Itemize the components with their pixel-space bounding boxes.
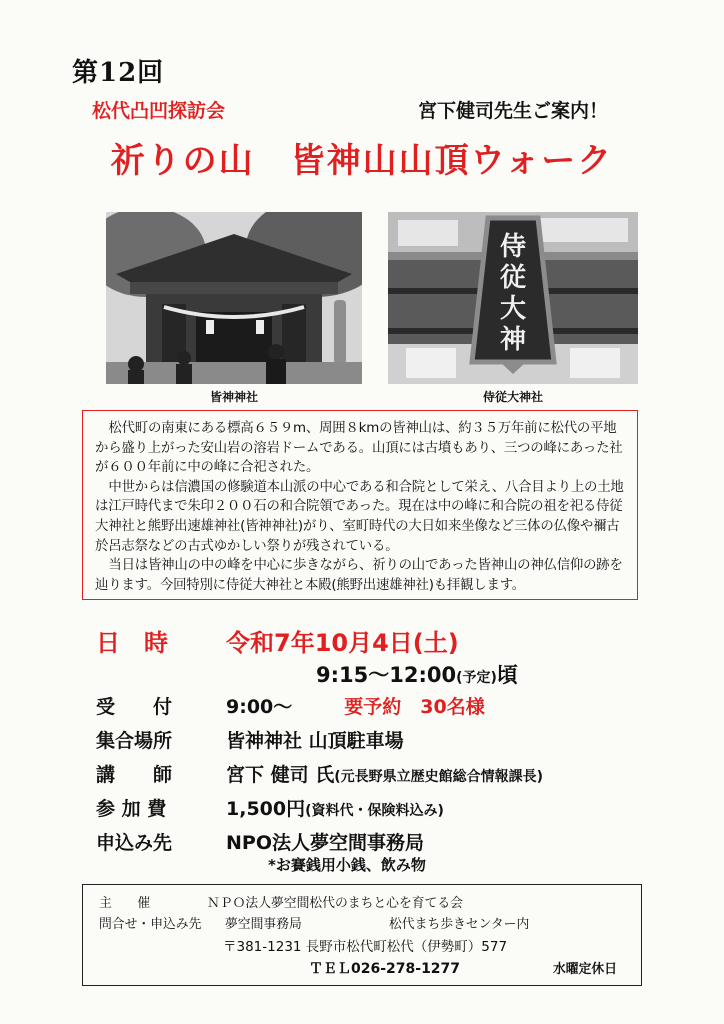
time-range: 9:15～12:00 xyxy=(316,663,457,687)
plaque-lettering: 侍従大神 xyxy=(499,232,526,355)
event-time xyxy=(316,659,518,689)
meeting-row xyxy=(96,726,404,753)
page-title: 祈りの山 皆神山山頂ウォーク xyxy=(110,141,614,181)
time-note: (予定) xyxy=(456,670,497,686)
shrine-illustration xyxy=(106,212,362,384)
fee-note: (資料代・保険料込み) xyxy=(305,803,444,819)
apply-label: 申込み先 xyxy=(96,832,173,854)
apply-contact: NPO法人夢空間事務局 xyxy=(226,832,424,854)
host-name: ＮＰＯ法人夢空間松代のまちと心を育てる会 xyxy=(207,896,463,911)
reception-time: 9:00～ xyxy=(226,696,293,718)
series-name: 松代凸凹探訪会 xyxy=(92,100,226,122)
reception-row xyxy=(96,692,485,719)
reservation-note: 要予約 30名様 xyxy=(344,696,485,718)
fee-label: 参 加 費 xyxy=(96,798,167,820)
shrine-photo-caption: 皆神神社 xyxy=(209,390,258,404)
description-paragraph: 中世からは信濃国の修験道本山派の中心である和合院として栄え、八合目より上の土地は江戸時代まで朱印２００石の和合院領であった。現在は中の峰に和合院の祖を祀る侍従大神社と熊野出速雄神社(皆神神社)がり、室町時代の大日如来坐像など三体の仏像や禰古於呂志祭などの古式ゆかしい祭りが残されている。 xyxy=(95,479,624,554)
lecturer-row xyxy=(96,760,543,787)
plaque-photo xyxy=(388,212,638,384)
address: 〒381-1231 長野市松代町松代（伊勢町）577 xyxy=(223,939,508,955)
fee-amount: 1,500円 xyxy=(226,798,306,820)
contact-center: 松代まち歩きセンター内 xyxy=(389,917,530,932)
date-row xyxy=(96,623,459,658)
fee-row xyxy=(96,794,444,821)
description-box xyxy=(82,410,638,600)
issue-number: 第12回 xyxy=(72,58,165,88)
organizer-box xyxy=(82,884,642,986)
meeting-place: 皆神神社 山頂駐車場 xyxy=(226,730,404,752)
plaque-photo-caption: 侍従大神社 xyxy=(482,390,543,404)
contact-label: 問合せ・申込み先 xyxy=(99,917,202,932)
guide-line: 宮下健司先生ご案内！ xyxy=(418,100,609,122)
event-date: 令和7年10月4日(土) xyxy=(226,629,459,657)
closed-day: 水曜定休日 xyxy=(553,962,617,977)
apply-row xyxy=(96,828,424,855)
lecturer-name: 宮下 健司 氏 xyxy=(226,764,335,786)
time-suffix: 頃 xyxy=(496,663,518,687)
description-paragraph: 松代町の南東にある標高６５９m、周囲８kmの皆神山は、約３５万年前に松代の平地から盛り上がった安山岩の溶岩ドームである。山頂には古墳もあり、三つの峰にあった社が６００年前に中の峰に合祀された。 xyxy=(95,421,623,476)
lecturer-title: (元長野県立歴史館総合情報課長) xyxy=(334,769,544,785)
meeting-label: 集合場所 xyxy=(96,730,173,752)
host-label: 主 催 xyxy=(99,896,151,911)
reception-label: 受 付 xyxy=(96,696,173,718)
bring-note: *お賽銭用小銭、飲み物 xyxy=(268,856,426,874)
description-paragraph: 当日は皆神山の中の峰を中心に歩きながら、祈りの山であった皆神山の神仏信仰の跡を辿ります。今回特別に侍従大神社と本殿(熊野出速雄神社)も拝観します。 xyxy=(95,558,623,593)
date-label: 日 時 xyxy=(96,629,168,657)
contact-office: 夢空間事務局 xyxy=(225,917,302,932)
shrine-photo xyxy=(106,212,362,384)
lecturer-label: 講 師 xyxy=(96,764,173,786)
phone-number: ＴＥＬ026-278-1277 xyxy=(309,961,461,977)
